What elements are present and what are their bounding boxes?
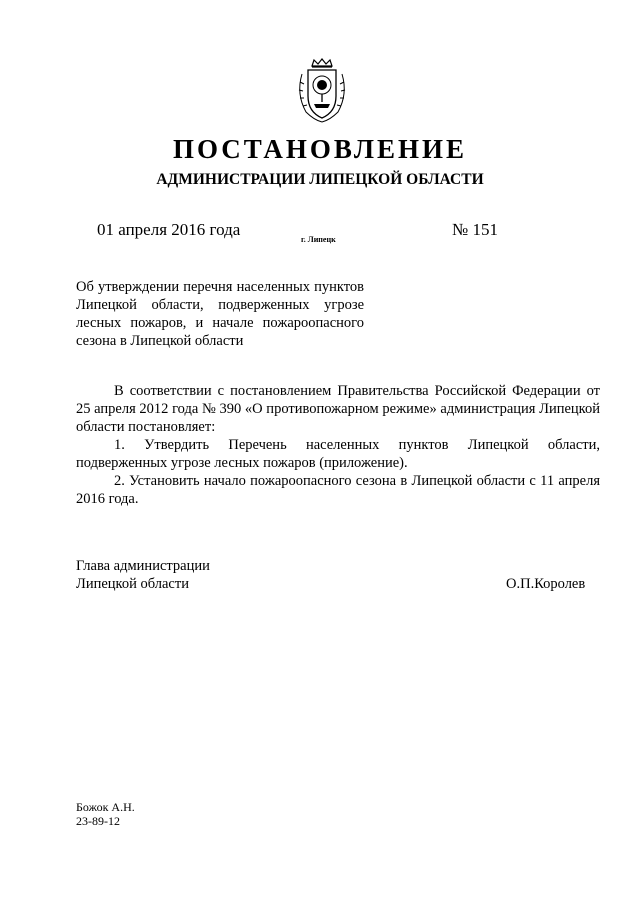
executor-name: Божок А.Н. (76, 800, 135, 814)
document-number: № 151 (452, 220, 498, 239)
document-body (76, 382, 600, 508)
document-title: ПОСТАНОВЛЕНИЕ (172, 134, 468, 164)
signer-name: О.П.Королев (506, 576, 586, 592)
document-subject: Об утверждении перечня населенных пунктов Липецкой области, подверженных угрозе лесных пожаров, и начале пожароопасного сезона в Липецкой области (76, 279, 364, 349)
document-city: г. Липецк (301, 235, 336, 244)
body-item-2: 2. Установить начало пожароопасного сезона в Липецкой области с 11 апреля 2016 года. (76, 473, 600, 507)
document-subtitle: АДМИНИСТРАЦИИ ЛИПЕЦКОЙ ОБЛАСТИ (156, 171, 484, 188)
signer-position-line-1: Глава администрации (76, 558, 210, 574)
signer-position-line-2: Липецкой области (76, 576, 189, 592)
body-item-1: 1. Утвердить Перечень населенных пунктов Липецкой области, подверженных угрозе лесных пожаров (приложение). (76, 437, 600, 471)
executor-info (76, 800, 135, 828)
signer-position (76, 557, 210, 593)
body-preamble: В соответствии с постановлением Правительства Российской Федерации от 25 апреля 2012 года № 390 «О противопожарном режиме» администрация Липецкой области постановляет: (76, 383, 600, 435)
executor-phone: 23-89-12 (76, 814, 120, 828)
lipetsk-coat-of-arms-icon (292, 58, 352, 126)
document-date: 01 апреля 2016 года (97, 220, 241, 239)
